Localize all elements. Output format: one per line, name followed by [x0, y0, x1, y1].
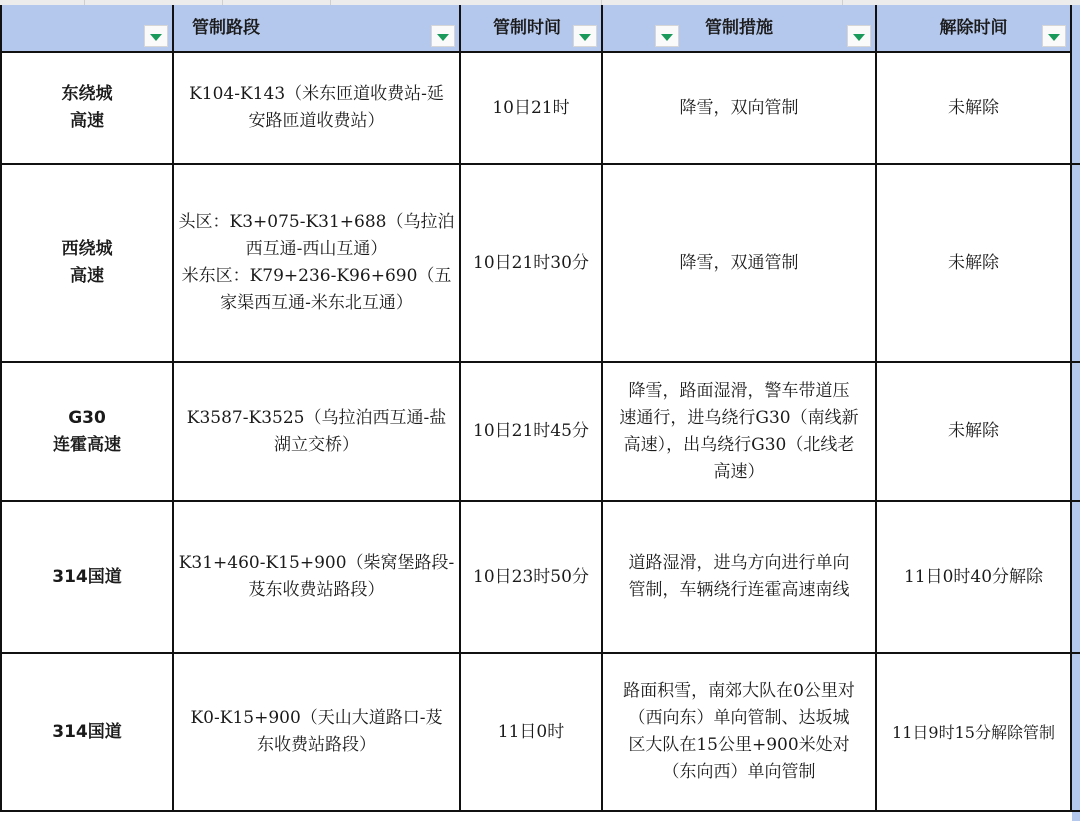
measure-line: 降雪，路面湿滑，警车带道压: [628, 380, 850, 401]
release-time: 11日0时40分解除: [903, 566, 1044, 587]
road-name-line: 314国道: [52, 721, 122, 742]
dropdown-arrow-icon: [437, 34, 449, 41]
measure-line: 高速）: [713, 461, 765, 482]
road-name-line: 高速: [70, 266, 104, 286]
dropdown-arrow-icon: [150, 34, 162, 41]
section-cell[interactable]: [174, 502, 461, 654]
section-cell[interactable]: [174, 363, 461, 502]
road-name-line: 连霍高速: [53, 434, 121, 455]
section-line: 东收费站路段）: [257, 735, 376, 755]
section-line: 芨东收费站路段）: [248, 580, 385, 600]
release-time: 未解除: [948, 252, 999, 273]
header-label: 解除时间: [939, 17, 1008, 38]
measure-cell[interactable]: [603, 363, 877, 502]
table-row: [0, 363, 1080, 502]
filter-dropdown-button-left[interactable]: [655, 25, 679, 47]
road-name-cell[interactable]: [0, 654, 174, 812]
filter-dropdown-button[interactable]: [431, 25, 455, 47]
control-time-cell[interactable]: [461, 363, 603, 502]
road-name-line: 高速: [70, 111, 104, 131]
header-cell-release: [877, 5, 1072, 53]
measure-line: 降雪，双向管制: [679, 97, 799, 118]
road-name-line: 314国道: [52, 566, 122, 587]
measure-cell[interactable]: [603, 502, 877, 654]
measure-line: （西向东）单向管制、达坂城: [628, 708, 850, 728]
control-time: 10日21时: [492, 97, 570, 118]
control-time: 10日23时50分: [473, 566, 589, 587]
table-row: [0, 165, 1080, 363]
next-column-edge: [1072, 654, 1080, 812]
measure-cell[interactable]: [603, 165, 877, 363]
table-header-row: [0, 5, 1080, 53]
measure-line: 道路湿滑，进乌方向进行单向: [628, 553, 850, 573]
section-line: K31+460-K15+900（柴窝堡路段-: [178, 553, 455, 573]
section-line: 头区：K3+075-K31+688（乌拉泊: [178, 212, 455, 232]
release-time: 11日9时15分解除管制: [892, 722, 1055, 742]
release-time-cell[interactable]: [877, 53, 1072, 165]
dropdown-arrow-icon: [661, 34, 673, 41]
next-column-edge: [1072, 165, 1080, 363]
dropdown-arrow-icon: [1048, 34, 1060, 41]
measure-cell[interactable]: [603, 654, 877, 812]
control-time: 10日21时30分: [473, 252, 589, 273]
measure-line: 降雪，双通管制: [679, 252, 799, 273]
measure-line: 速通行，进乌绕行G30（南线新: [619, 407, 859, 428]
header-cell-section: [174, 5, 461, 53]
filter-dropdown-button[interactable]: [144, 25, 168, 47]
release-time-cell[interactable]: [877, 654, 1072, 812]
measure-line: （东向西）单向管制: [662, 762, 816, 782]
release-time-cell[interactable]: [877, 502, 1072, 654]
header-cell-road: [0, 5, 174, 53]
next-column-edge: [1072, 363, 1080, 502]
section-line: K3587-K3525（乌拉泊西互通-盐: [186, 407, 447, 428]
section-line: 安路匝道收费站）: [248, 111, 385, 131]
header-label: 管制措施: [705, 17, 773, 38]
measure-line: 高速），出乌绕行G30（北线老: [623, 434, 855, 455]
dropdown-arrow-icon: [579, 34, 591, 41]
section-cell[interactable]: [174, 165, 461, 363]
section-line: 米东区：K79+236-K96+690（五: [181, 266, 452, 286]
measure-cell[interactable]: [603, 53, 877, 165]
table-row: [0, 502, 1080, 654]
header-cell-measure: [603, 5, 877, 53]
next-column-edge: [1072, 502, 1080, 654]
road-name-cell[interactable]: [0, 502, 174, 654]
filter-dropdown-button[interactable]: [1042, 25, 1066, 47]
release-time: 未解除: [948, 421, 999, 441]
section-cell[interactable]: [174, 53, 461, 165]
section-line: K104-K143（米东匝道收费站-延: [189, 84, 444, 104]
filter-dropdown-button[interactable]: [847, 25, 871, 47]
measure-line: 路面积雪，南郊大队在0公里对: [623, 681, 855, 701]
section-line: 西互通-西山互通）: [245, 239, 388, 259]
road-name-cell[interactable]: [0, 363, 174, 502]
next-column-edge: [1072, 53, 1080, 165]
control-time: 10日21时45分: [473, 421, 589, 441]
control-time-cell[interactable]: [461, 165, 603, 363]
header-cell-time: [461, 5, 603, 53]
control-time-cell[interactable]: [461, 502, 603, 654]
release-time-cell[interactable]: [877, 363, 1072, 502]
section-line: 家渠西互通-米东北互通）: [220, 293, 413, 313]
road-name-line: G30: [68, 407, 106, 428]
measure-line: 管制，车辆绕行连霍高速南线: [628, 580, 850, 600]
road-name-cell[interactable]: [0, 165, 174, 363]
road-name-cell[interactable]: [0, 53, 174, 165]
header-label: 管制路段: [192, 17, 260, 38]
control-time: 11日0时: [497, 721, 565, 742]
section-line: K0-K15+900（天山大道路口-芨: [190, 708, 443, 728]
control-time-cell[interactable]: [461, 654, 603, 812]
dropdown-arrow-icon: [853, 34, 865, 41]
table-row: [0, 53, 1080, 165]
section-cell[interactable]: [174, 654, 461, 812]
section-line: 湖立交桥）: [274, 434, 359, 455]
table-row: [0, 654, 1080, 812]
filter-dropdown-button[interactable]: [573, 25, 597, 47]
road-name-line: 西绕城: [61, 239, 113, 259]
header-label: 管制时间: [493, 17, 561, 38]
release-time: 未解除: [948, 97, 999, 118]
measure-line: 区大队在15公里+900米处对: [628, 735, 850, 755]
release-time-cell[interactable]: [877, 165, 1072, 363]
control-time-cell[interactable]: [461, 53, 603, 165]
road-name-line: 东绕城: [61, 84, 113, 104]
